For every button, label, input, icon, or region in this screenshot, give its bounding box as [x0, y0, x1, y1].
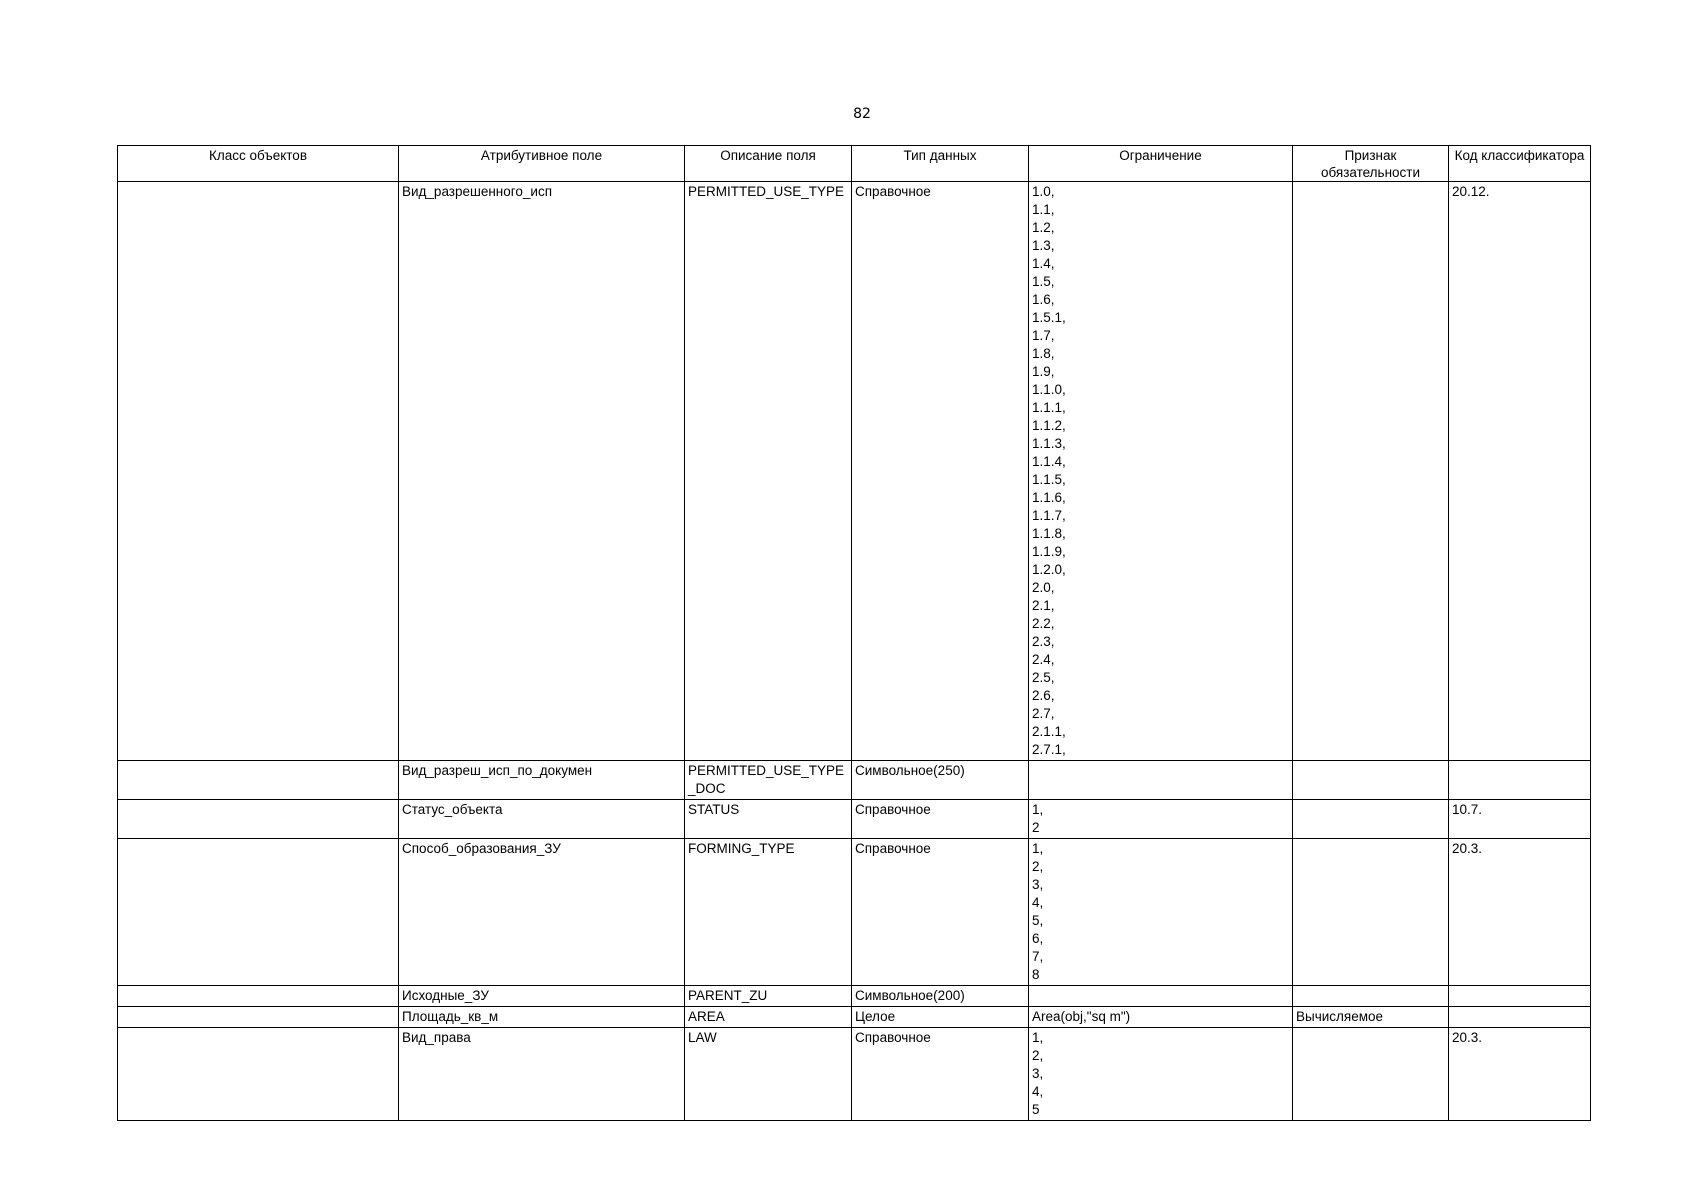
cell-constraint: 1, 2, 3, 4, 5: [1029, 1028, 1293, 1121]
cell-class: [118, 182, 399, 761]
cell-constraint: Area(obj,"sq m"): [1029, 1007, 1293, 1028]
cell-class: [118, 761, 399, 800]
cell-required: [1293, 182, 1449, 761]
table-header-row: [118, 146, 1591, 182]
table-row: [118, 1007, 1591, 1028]
column-header: Описание поля: [685, 146, 852, 182]
cell-type: Справочное: [852, 182, 1029, 761]
cell-required: [1293, 800, 1449, 839]
cell-description: PERMITTED_USE_TYPE_DOC: [685, 761, 852, 800]
cell-type: Целое: [852, 1007, 1029, 1028]
cell-required: [1293, 839, 1449, 986]
cell-required: [1293, 1028, 1449, 1121]
cell-constraint: [1029, 761, 1293, 800]
cell-field: Вид_разреш_исп_по_докумен: [399, 761, 685, 800]
cell-description: LAW: [685, 1028, 852, 1121]
column-header: Признак обязательности: [1293, 146, 1449, 182]
cell-description: PERMITTED_USE_TYPE: [685, 182, 852, 761]
cell-code: 20.12.: [1449, 182, 1591, 761]
cell-type: Справочное: [852, 1028, 1029, 1121]
cell-type: Символьное(200): [852, 986, 1029, 1007]
table-row: [118, 800, 1591, 839]
cell-class: [118, 839, 399, 986]
cell-type: Справочное: [852, 800, 1029, 839]
column-header: Атрибутивное поле: [399, 146, 685, 182]
column-header: Класс объектов: [118, 146, 399, 182]
cell-type: Символьное(250): [852, 761, 1029, 800]
cell-field: Вид_разрешенного_исп: [399, 182, 685, 761]
cell-code: 20.3.: [1449, 1028, 1591, 1121]
table-row: [118, 182, 1591, 761]
cell-description: STATUS: [685, 800, 852, 839]
cell-class: [118, 1007, 399, 1028]
cell-code: [1449, 986, 1591, 1007]
cell-description: PARENT_ZU: [685, 986, 852, 1007]
table-row: [118, 986, 1591, 1007]
cell-code: [1449, 761, 1591, 800]
column-header: Тип данных: [852, 146, 1029, 182]
cell-description: AREA: [685, 1007, 852, 1028]
attribute-table: [117, 145, 1591, 1121]
table-row: [118, 1028, 1591, 1121]
cell-field: Статус_объекта: [399, 800, 685, 839]
page-number: 82: [853, 106, 871, 122]
cell-class: [118, 986, 399, 1007]
cell-code: [1449, 1007, 1591, 1028]
table-row: [118, 761, 1591, 800]
cell-required: Вычисляемое: [1293, 1007, 1449, 1028]
cell-field: Площадь_кв_м: [399, 1007, 685, 1028]
table-row: [118, 839, 1591, 986]
cell-constraint: 1.0, 1.1, 1.2, 1.3, 1.4, 1.5, 1.6, 1.5.1, 1.7, 1.8, 1.9, 1.1.0, 1.1.1, 1.1.2, 1.1.3, 1.1.4, 1.1.5, 1.1.6, 1.1.7, 1.1.8, 1.1.9, 1.2.0, 2.0, 2.1, 2.2, 2.3, 2.4, 2.5, 2.6, 2.7, 2.1.1, 2.7.1,: [1029, 182, 1293, 761]
cell-required: [1293, 761, 1449, 800]
cell-code: 20.3.: [1449, 839, 1591, 986]
cell-class: [118, 1028, 399, 1121]
cell-constraint: 1, 2, 3, 4, 5, 6, 7, 8: [1029, 839, 1293, 986]
cell-constraint: [1029, 986, 1293, 1007]
cell-class: [118, 800, 399, 839]
cell-field: Вид_права: [399, 1028, 685, 1121]
cell-required: [1293, 986, 1449, 1007]
column-header: Ограничение: [1029, 146, 1293, 182]
cell-constraint: 1, 2: [1029, 800, 1293, 839]
column-header: Код классификатора: [1449, 146, 1591, 182]
cell-field: Исходные_ЗУ: [399, 986, 685, 1007]
cell-code: 10.7.: [1449, 800, 1591, 839]
cell-type: Справочное: [852, 839, 1029, 986]
cell-description: FORMING_TYPE: [685, 839, 852, 986]
cell-field: Способ_образования_ЗУ: [399, 839, 685, 986]
